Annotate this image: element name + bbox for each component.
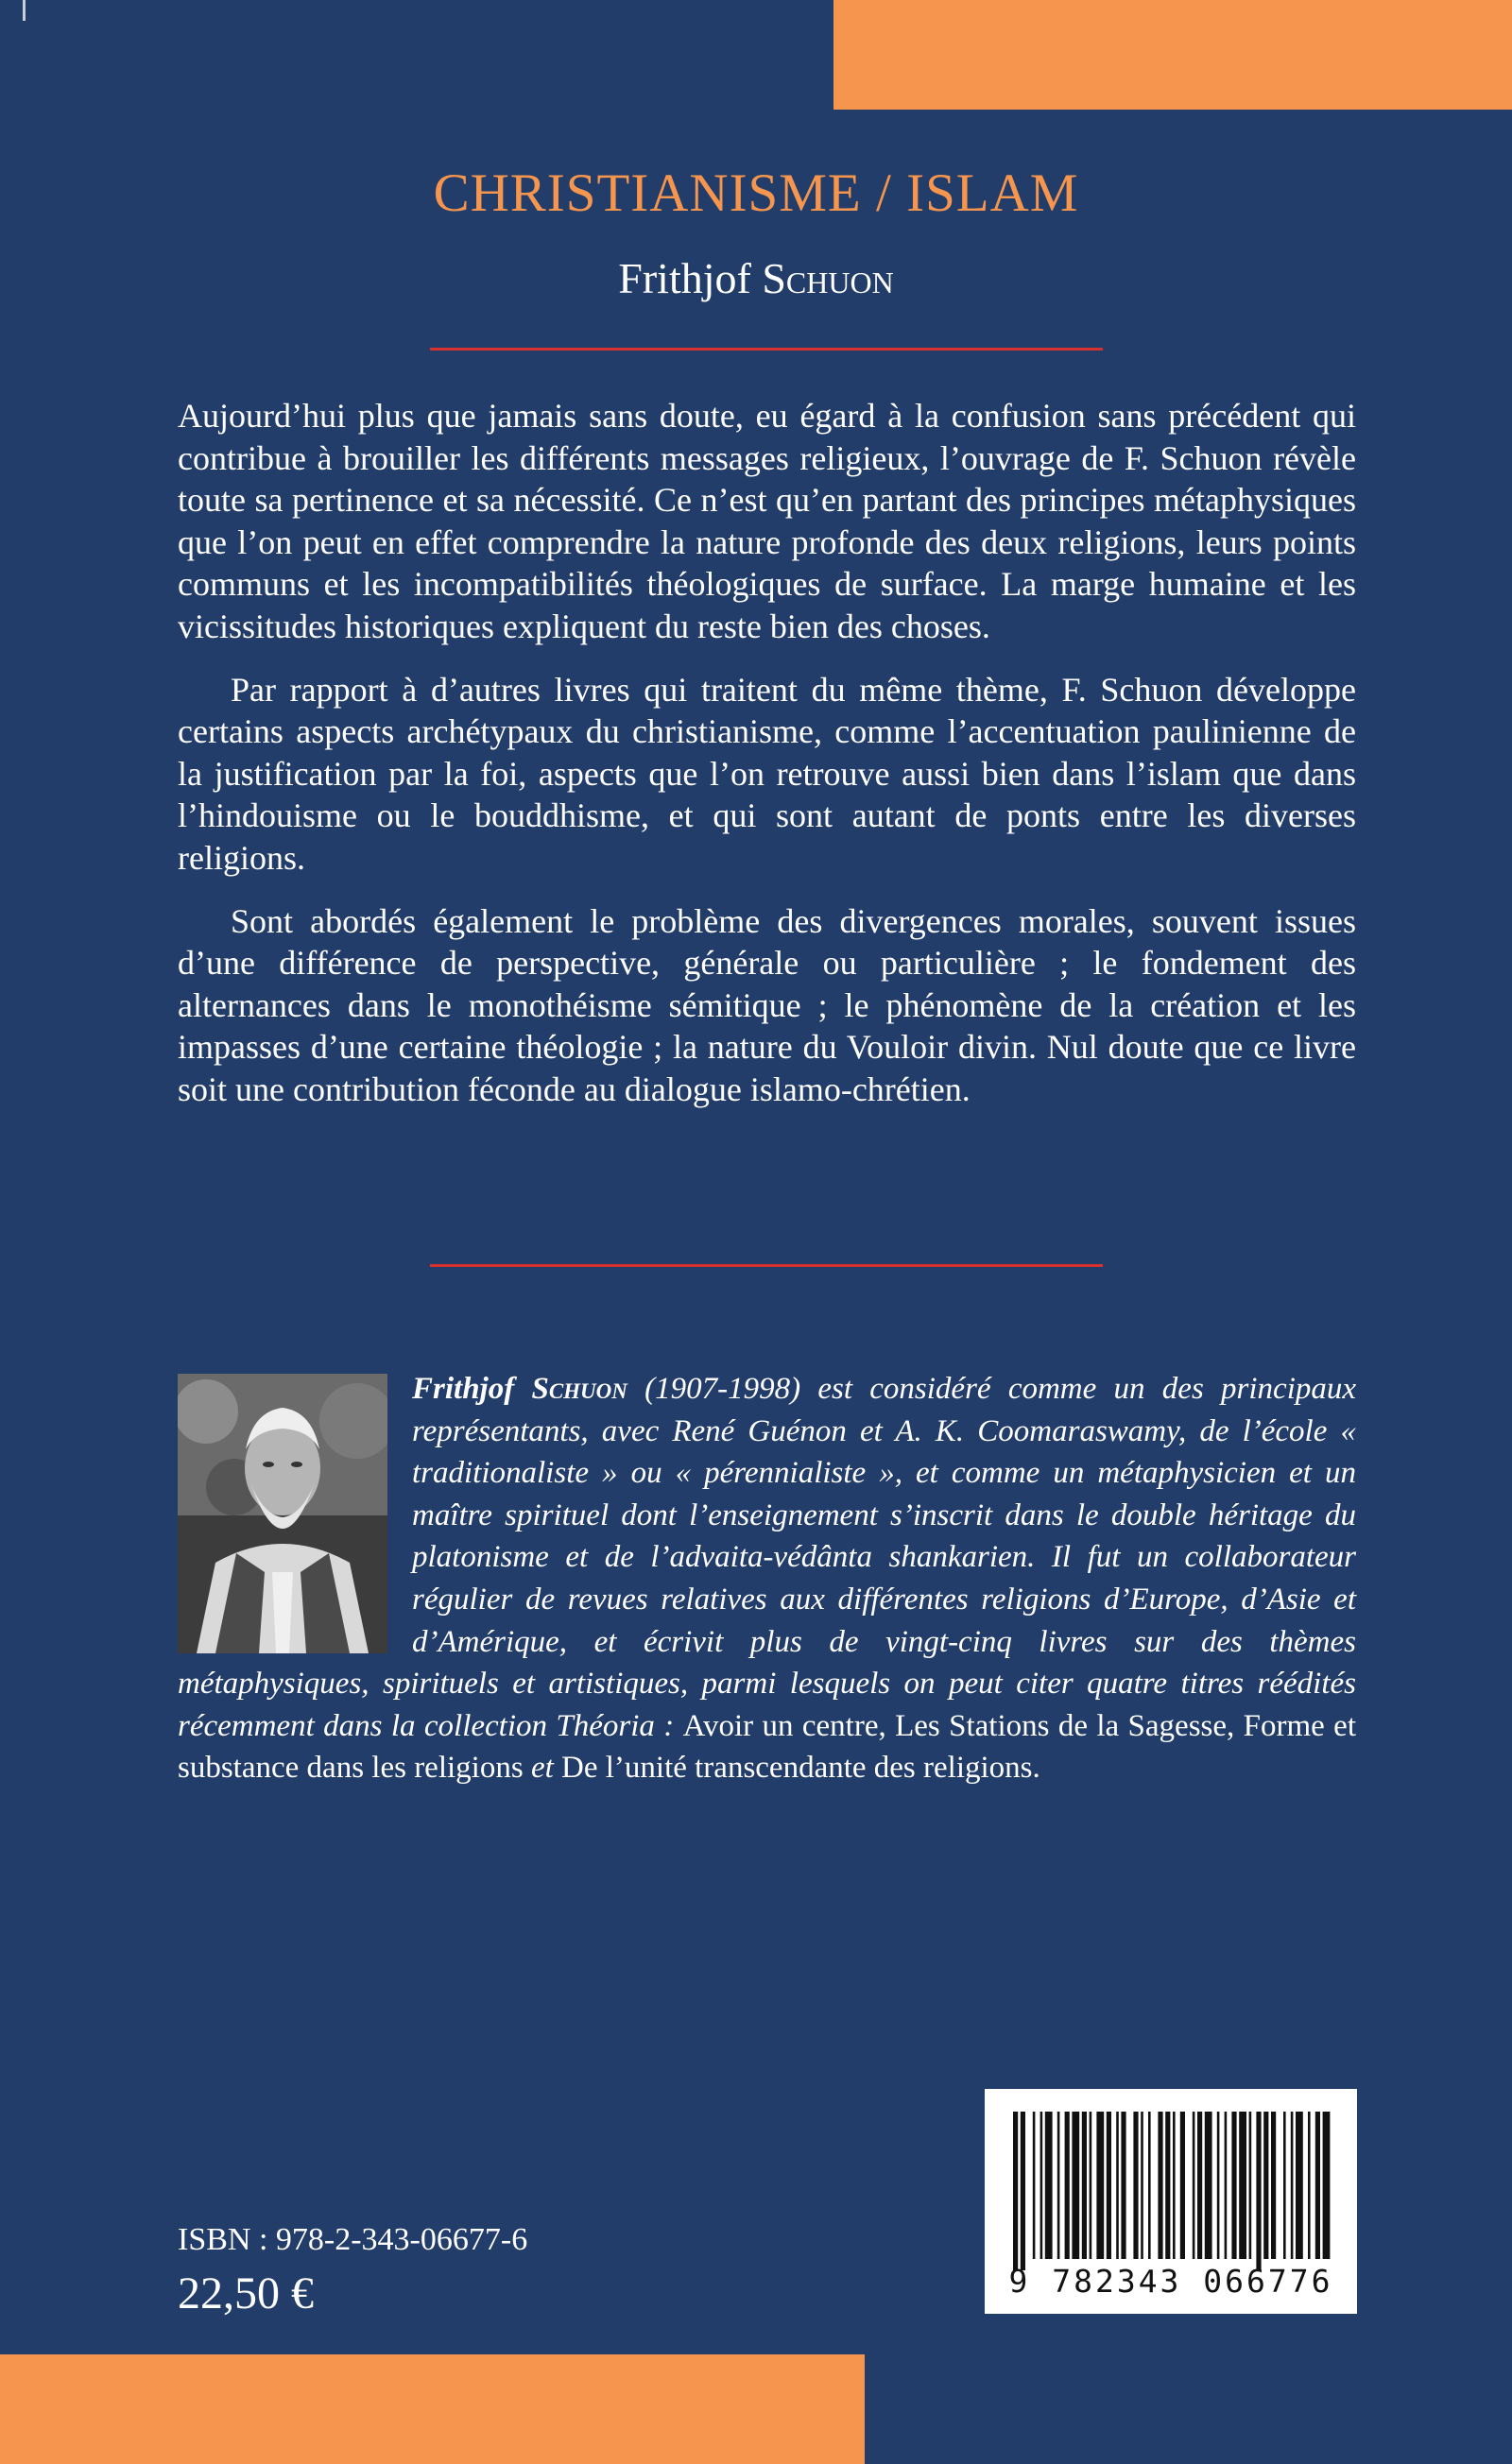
barcode-bar bbox=[1308, 2112, 1311, 2259]
barcode-bar bbox=[1239, 2112, 1246, 2259]
author-first-name: Frithjof bbox=[618, 254, 751, 302]
barcode-bar bbox=[1148, 2112, 1151, 2259]
barcode-bar bbox=[1013, 2112, 1018, 2270]
blurb-paragraph-2: Par rapport à d’autres livres qui traitent du même thème, F. Schuon développe certains aspects archétypaux du christianisme, comme l’accentuation paulinienne de la justification par la foi, aspects que l’on retrouve aussi bien dans l’islam que dans l’hindouisme ou le bouddhisme, et qui sont autant de ponts entre les diverses religions. bbox=[178, 670, 1356, 877]
barcode-bar bbox=[1315, 2112, 1320, 2259]
author-portrait bbox=[178, 1374, 387, 1653]
barcode-bar bbox=[1107, 2112, 1111, 2259]
price: 22,50 € bbox=[178, 2268, 314, 2319]
bottom-accent-band bbox=[0, 2354, 865, 2464]
barcode-bar bbox=[1133, 2112, 1138, 2259]
barcode-bar bbox=[1323, 2112, 1331, 2259]
barcode-bar bbox=[1045, 2112, 1053, 2259]
barcode-bar bbox=[1090, 2112, 1092, 2259]
barcode-bar bbox=[1096, 2112, 1104, 2259]
barcode-bar bbox=[1158, 2112, 1162, 2259]
middle-divider bbox=[430, 1264, 1103, 1267]
barcode-bar bbox=[1165, 2112, 1170, 2259]
bio-name-first: Frithjof bbox=[412, 1372, 515, 1406]
barcode-bar bbox=[1217, 2112, 1220, 2259]
barcode-bar bbox=[1193, 2112, 1195, 2259]
barcode-bar bbox=[1057, 2112, 1060, 2259]
blurb bbox=[178, 395, 1356, 1132]
blurb-paragraph-1: Aujourd’hui plus que jamais sans doute, eu égard à la confusion sans précédent qui contribue à brouiller les différents messages religieux, l’ouvrage de F. Schuon révèle toute sa pertinence et sa nécessité. Ce n’est qu’en partant des principes métaphysiques que l’on peut en effet comprendre la nature profonde des deux religions, leurs points communs et les incompatibilités théologiques de surface. La marge humaine et les vicissitudes historiques expliquent du reste bien des choses. bbox=[178, 397, 1356, 645]
bio-connector: et bbox=[523, 1751, 562, 1786]
bio-titles-2: De l’unité transcendante des religions. bbox=[561, 1751, 1040, 1786]
barcode-bar bbox=[1141, 2112, 1143, 2259]
barcode-bar bbox=[1271, 2112, 1276, 2259]
barcode-bar bbox=[1283, 2112, 1286, 2259]
bio-titles-1: Avoir un centre, Les Stations de la Sagesse, Forme et substance dans les religions bbox=[178, 1708, 1356, 1786]
barcode-bar bbox=[1291, 2112, 1294, 2259]
barcode-bar bbox=[1263, 2112, 1268, 2259]
barcode-bar bbox=[1256, 2112, 1261, 2270]
barcode-bar bbox=[1033, 2112, 1036, 2259]
top-accent-band bbox=[833, 0, 1512, 110]
barcode-bar bbox=[1021, 2112, 1025, 2270]
book-title: CHRISTIANISME / ISLAM bbox=[433, 163, 1079, 223]
barcode-bar bbox=[1180, 2112, 1185, 2259]
barcode-bar bbox=[1173, 2112, 1176, 2259]
top-divider bbox=[430, 348, 1103, 351]
barcode bbox=[985, 2089, 1357, 2314]
barcode-bar bbox=[1116, 2112, 1119, 2259]
barcode-bar bbox=[1296, 2112, 1303, 2259]
barcode-bar bbox=[1197, 2112, 1202, 2259]
author-bio bbox=[178, 1368, 1356, 1789]
barcode-bar bbox=[1065, 2112, 1070, 2259]
barcode-bar bbox=[1121, 2112, 1125, 2259]
barcode-bar bbox=[1249, 2112, 1252, 2259]
author-last-name: Schuon bbox=[762, 254, 894, 302]
book-author bbox=[0, 253, 1512, 303]
barcode-bar bbox=[1082, 2112, 1087, 2259]
barcode-bar bbox=[1040, 2112, 1043, 2259]
barcode-bar bbox=[1231, 2112, 1236, 2259]
barcode-digits: 9 782343 066776 bbox=[1008, 2263, 1333, 2300]
blurb-paragraph-3: Sont abordés également le problème des divergences morales, souvent issues d’une différence de perspective, générale ou particulière ; le fondement des alternances dans le monothéisme sémitique ; le phénomène de la création et les impasses d’une certaine théologie ; la nature du Vouloir divin. Nul doute que ce livre soit une contribution féconde au dialogue islamo-chrétien. bbox=[178, 901, 1356, 1108]
barcode-bar bbox=[1072, 2112, 1079, 2259]
bio-text: (1907-1998) est considéré comme un des principaux représentants, avec René Guénon et A. K. Coomaraswamy, de l’école « traditionaliste » ou « pérennialiste », et comme un métaphysicien et un maître spirituel dont l’enseignement s’inscrit dans le double héritage du platonisme et de l’advaita-védânta shankarien. Il fut un collaborateur régulier de revues relatives aux différentes religions d’Europe, d’Asie et d’Amérique, et écrivit plus de vingt-cinq livres sur des thèmes métaphysiques, spirituels et artistiques, parmi lesquels on peut citer quatre titres réédités récemment dans la collection Théoria : bbox=[178, 1372, 1357, 1743]
barcode-bar bbox=[1205, 2112, 1212, 2259]
barcode-bar bbox=[1225, 2112, 1228, 2259]
crop-mark-top bbox=[23, 0, 26, 21]
isbn: ISBN : 978-2-343-06677-6 bbox=[178, 2222, 528, 2257]
bio-name-last: Schuon bbox=[531, 1372, 627, 1406]
